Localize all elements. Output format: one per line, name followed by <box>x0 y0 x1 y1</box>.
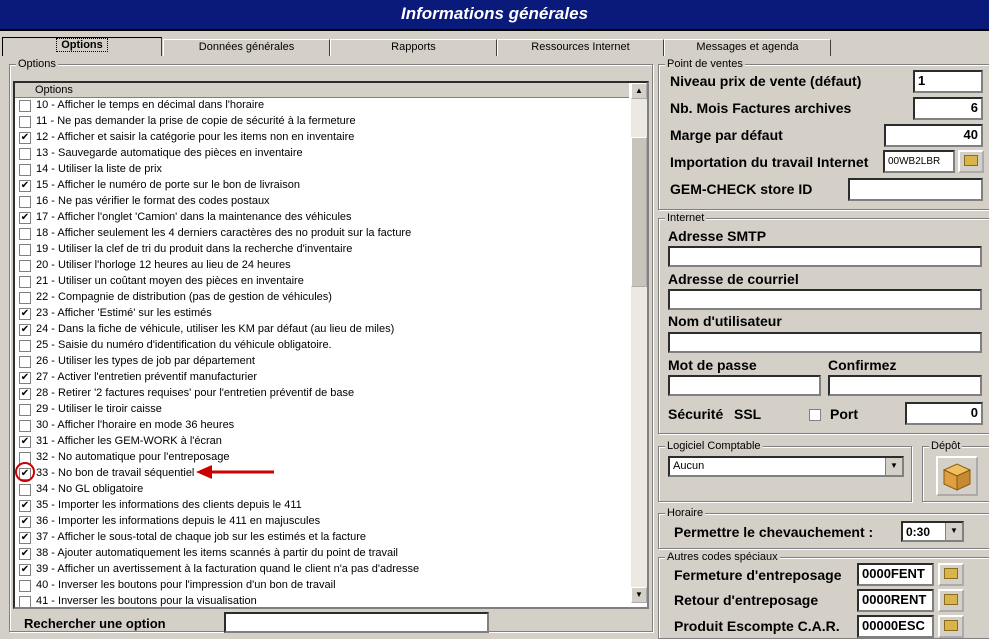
vertical-scrollbar[interactable] <box>631 83 647 603</box>
ssl-label: SSL <box>734 406 762 422</box>
option-row[interactable] <box>15 450 629 466</box>
option-label: 13 - Sauvegarde automatique des pièces en inventaire <box>36 147 303 159</box>
folder-icon <box>944 568 958 579</box>
import-label: Importation du travail Internet <box>670 154 869 170</box>
fermeture-input[interactable]: 0000FENT <box>857 563 934 586</box>
logiciel-legend: Logiciel Comptable <box>667 440 761 452</box>
password-label: Mot de passe <box>668 357 757 373</box>
option-checkbox[interactable]: ✔ <box>20 436 30 447</box>
option-label: 16 - Ne pas vérifier le format des codes postaux <box>36 195 270 207</box>
option-row[interactable] <box>15 354 629 370</box>
option-label: 29 - Utiliser le tiroir caisse <box>36 403 162 415</box>
password-input[interactable] <box>668 375 821 396</box>
folder-icon <box>944 620 958 631</box>
option-row[interactable] <box>15 546 629 562</box>
option-checkbox[interactable]: ✔ <box>20 372 30 383</box>
option-checkbox[interactable]: ✔ <box>20 468 30 479</box>
chevauchement-value: 0:30 <box>906 525 931 539</box>
option-label: 11 - Ne pas demander la prise de copie de sécurité à la fermeture <box>36 115 356 127</box>
scroll-thumb[interactable] <box>631 137 647 287</box>
retour-input[interactable]: 0000RENT <box>857 589 934 612</box>
fermeture-label: Fermeture d'entreposage <box>674 567 842 583</box>
option-row[interactable] <box>15 242 629 258</box>
tab-donnees-generales[interactable]: Données générales <box>163 39 330 56</box>
depot-button[interactable] <box>936 456 978 496</box>
securite-label: Sécurité <box>668 406 724 422</box>
option-label: 21 - Utiliser un coûtant moyen des pièces en inventaire <box>36 275 304 287</box>
option-row[interactable] <box>15 370 629 386</box>
option-checkbox[interactable]: ✔ <box>20 180 30 191</box>
option-label: 22 - Compagnie de distribution (pas de gestion de véhicules) <box>36 291 332 303</box>
option-row[interactable] <box>15 290 629 306</box>
option-checkbox[interactable] <box>19 292 31 304</box>
escompte-browse-button[interactable] <box>938 615 964 638</box>
horaire-legend: Horaire <box>667 507 704 519</box>
option-label: 15 - Afficher le numéro de porte sur le bon de livraison <box>36 179 300 191</box>
option-checkbox[interactable] <box>19 404 31 416</box>
option-checkbox[interactable] <box>19 580 31 592</box>
import-browse-button[interactable] <box>958 150 984 173</box>
depot-legend: Dépôt <box>931 440 961 452</box>
chevron-down-icon[interactable]: ▼ <box>945 523 962 540</box>
logiciel-selected-value: Aucun <box>673 460 705 472</box>
option-label: 23 - Afficher 'Estimé' sur les estimés <box>36 307 212 319</box>
escompte-input[interactable]: 00000ESC <box>857 615 934 638</box>
option-row[interactable] <box>15 498 629 514</box>
option-label: 24 - Dans la fiche de véhicule, utiliser les KM par défaut (au lieu de miles) <box>36 323 395 335</box>
courriel-input[interactable] <box>668 289 982 310</box>
window-title: Informations générales <box>400 4 589 23</box>
option-checkbox[interactable] <box>19 596 31 608</box>
option-label: 38 - Ajouter automatiquement les items scannés à partir du point de travail <box>36 547 398 559</box>
option-checkbox[interactable] <box>19 196 31 208</box>
option-label: 28 - Retirer '2 factures requises' pour l'entretien préventif de base <box>36 387 355 399</box>
title-bar <box>0 0 989 31</box>
option-label: 18 - Afficher seulement les 4 derniers caractères des no produit sur la facture <box>36 227 412 239</box>
option-row[interactable] <box>15 146 629 162</box>
tab-messages-agenda[interactable]: Messages et agenda <box>664 39 831 56</box>
option-row[interactable] <box>15 514 629 530</box>
folder-icon <box>944 594 958 605</box>
option-row[interactable] <box>15 194 629 210</box>
confirm-label: Confirmez <box>828 357 897 373</box>
option-checkbox[interactable] <box>19 340 31 352</box>
smtp-input[interactable] <box>668 246 982 267</box>
logiciel-select[interactable] <box>668 456 904 477</box>
option-label: 30 - Afficher l'horaire en mode 36 heures <box>36 419 235 431</box>
option-label: 37 - Afficher le sous-total de chaque job sur les estimés et la facture <box>36 531 366 543</box>
option-row[interactable] <box>15 594 629 610</box>
option-checkbox[interactable]: ✔ <box>20 388 30 399</box>
option-label: 19 - Utiliser la clef de tri du produit dans la recherche d'inventaire <box>36 243 353 255</box>
search-option-label: Rechercher une option <box>24 616 166 631</box>
annotation-circle <box>15 462 35 482</box>
option-row[interactable] <box>15 306 629 322</box>
port-input[interactable]: 0 <box>905 402 983 425</box>
smtp-label: Adresse SMTP <box>668 228 767 244</box>
user-label: Nom d'utilisateur <box>668 313 782 329</box>
option-label: 36 - Importer les informations depuis le 411 en majuscules <box>36 515 321 527</box>
option-row[interactable] <box>15 578 629 594</box>
confirm-input[interactable] <box>828 375 982 396</box>
escompte-label: Produit Escompte C.A.R. <box>674 618 840 634</box>
box-icon <box>940 460 974 492</box>
option-label: 12 - Afficher et saisir la catégorie pour les items non en inventaire <box>36 131 355 143</box>
option-row[interactable] <box>15 130 629 146</box>
options-list[interactable] <box>13 81 649 609</box>
option-checkbox[interactable] <box>19 228 31 240</box>
option-label: 34 - No GL obligatoire <box>36 483 144 495</box>
option-checkbox[interactable] <box>19 100 31 112</box>
option-label: 26 - Utiliser les types de job par département <box>36 355 255 367</box>
ssl-checkbox[interactable] <box>809 409 821 421</box>
import-input[interactable]: 00WB2LBR <box>883 150 955 173</box>
user-input[interactable] <box>668 332 982 353</box>
option-checkbox[interactable] <box>19 116 31 128</box>
option-label: 17 - Afficher l'onglet 'Camion' dans la maintenance des véhicules <box>36 211 352 223</box>
option-label: 40 - Inverser les boutons pour l'impression d'un bon de travail <box>36 579 336 591</box>
option-label: 41 - Inverser les boutons pour la visualisation <box>36 595 257 607</box>
scroll-down-button[interactable]: ▼ <box>631 587 647 603</box>
option-row[interactable] <box>15 402 629 418</box>
chevauchement-label: Permettre le chevauchement : <box>674 524 874 540</box>
option-row[interactable] <box>15 258 629 274</box>
port-label: Port <box>830 406 858 422</box>
option-checkbox[interactable] <box>19 260 31 272</box>
option-row[interactable] <box>15 386 629 402</box>
column-header[interactable]: Options <box>15 83 629 98</box>
point-de-ventes-legend: Point de ventes <box>667 58 743 70</box>
retour-browse-button[interactable] <box>938 589 964 612</box>
option-checkbox[interactable]: ✔ <box>20 212 30 223</box>
chevron-down-icon[interactable]: ▼ <box>885 458 902 475</box>
niveau-prix-input[interactable]: 1 <box>913 70 983 93</box>
option-checkbox[interactable] <box>19 276 31 288</box>
option-row[interactable] <box>15 274 629 290</box>
option-checkbox[interactable]: ✔ <box>20 132 30 143</box>
option-checkbox[interactable] <box>19 244 31 256</box>
option-label: 32 - No automatique pour l'entreposage <box>36 451 230 463</box>
option-checkbox[interactable] <box>19 484 31 496</box>
nb-mois-label: Nb. Mois Factures archives <box>670 100 852 116</box>
option-row[interactable] <box>15 338 629 354</box>
gemcheck-label: GEM-CHECK store ID <box>670 181 813 197</box>
option-label: 33 - No bon de travail séquentiel <box>36 467 195 479</box>
option-checkbox[interactable]: ✔ <box>20 516 30 527</box>
marge-label: Marge par défaut <box>670 127 783 143</box>
option-label: 27 - Activer l'entretien préventif manufacturier <box>36 371 257 383</box>
option-label: 14 - Utiliser la liste de prix <box>36 163 162 175</box>
option-row[interactable] <box>15 466 629 482</box>
courriel-label: Adresse de courriel <box>668 271 799 287</box>
option-checkbox[interactable] <box>19 356 31 368</box>
option-label: 25 - Saisie du numéro d'identification du véhicule obligatoire. <box>36 339 332 351</box>
codes-legend: Autres codes spéciaux <box>667 551 778 563</box>
tab-ressources-internet[interactable]: Ressources Internet <box>497 39 664 56</box>
option-checkbox[interactable] <box>19 164 31 176</box>
retour-label: Retour d'entreposage <box>674 592 819 608</box>
marge-input[interactable]: 40 <box>884 124 983 147</box>
option-row[interactable] <box>15 418 629 434</box>
tab-strip <box>0 37 989 56</box>
option-label: 31 - Afficher les GEM-WORK à l'écran <box>36 435 222 447</box>
option-checkbox[interactable] <box>19 148 31 160</box>
option-row[interactable] <box>15 114 629 130</box>
nb-mois-input[interactable]: 6 <box>913 97 983 120</box>
option-label: 39 - Afficher un avertissement à la facturation quand le client n'a pas d'adresse <box>36 563 420 575</box>
search-option-input[interactable] <box>224 612 489 633</box>
option-checkbox[interactable]: ✔ <box>20 564 30 575</box>
option-row[interactable] <box>15 210 629 226</box>
tab-rapports[interactable]: Rapports <box>330 39 497 56</box>
option-checkbox[interactable]: ✔ <box>20 324 30 335</box>
fermeture-browse-button[interactable] <box>938 563 964 586</box>
option-row[interactable] <box>15 482 629 498</box>
option-row[interactable] <box>15 226 629 242</box>
option-checkbox[interactable]: ✔ <box>20 500 30 511</box>
option-row[interactable] <box>15 530 629 546</box>
option-row[interactable] <box>15 98 629 114</box>
gemcheck-input[interactable] <box>848 178 983 201</box>
option-row[interactable] <box>15 162 629 178</box>
annotation-arrow <box>196 464 276 480</box>
options-legend: Options <box>18 58 56 70</box>
option-checkbox[interactable]: ✔ <box>20 548 30 559</box>
option-label: 10 - Afficher le temps en décimal dans l'horaire <box>36 99 265 111</box>
option-row[interactable] <box>15 178 629 194</box>
option-checkbox[interactable]: ✔ <box>20 532 30 543</box>
folder-icon <box>964 155 978 166</box>
internet-legend: Internet <box>667 212 705 224</box>
chevauchement-select[interactable] <box>901 521 964 542</box>
option-checkbox[interactable] <box>19 420 31 432</box>
option-label: 35 - Importer les informations des clients depuis le 411 <box>36 499 302 511</box>
option-label: 20 - Utiliser l'horloge 12 heures au lieu de 24 heures <box>36 259 291 271</box>
option-row[interactable] <box>15 322 629 338</box>
niveau-prix-label: Niveau prix de vente (défaut) <box>670 73 862 89</box>
option-row[interactable] <box>15 434 629 450</box>
scroll-up-button[interactable]: ▲ <box>631 83 647 99</box>
option-row[interactable] <box>15 562 629 578</box>
tab-options[interactable]: Options <box>2 37 162 56</box>
option-checkbox[interactable]: ✔ <box>20 308 30 319</box>
